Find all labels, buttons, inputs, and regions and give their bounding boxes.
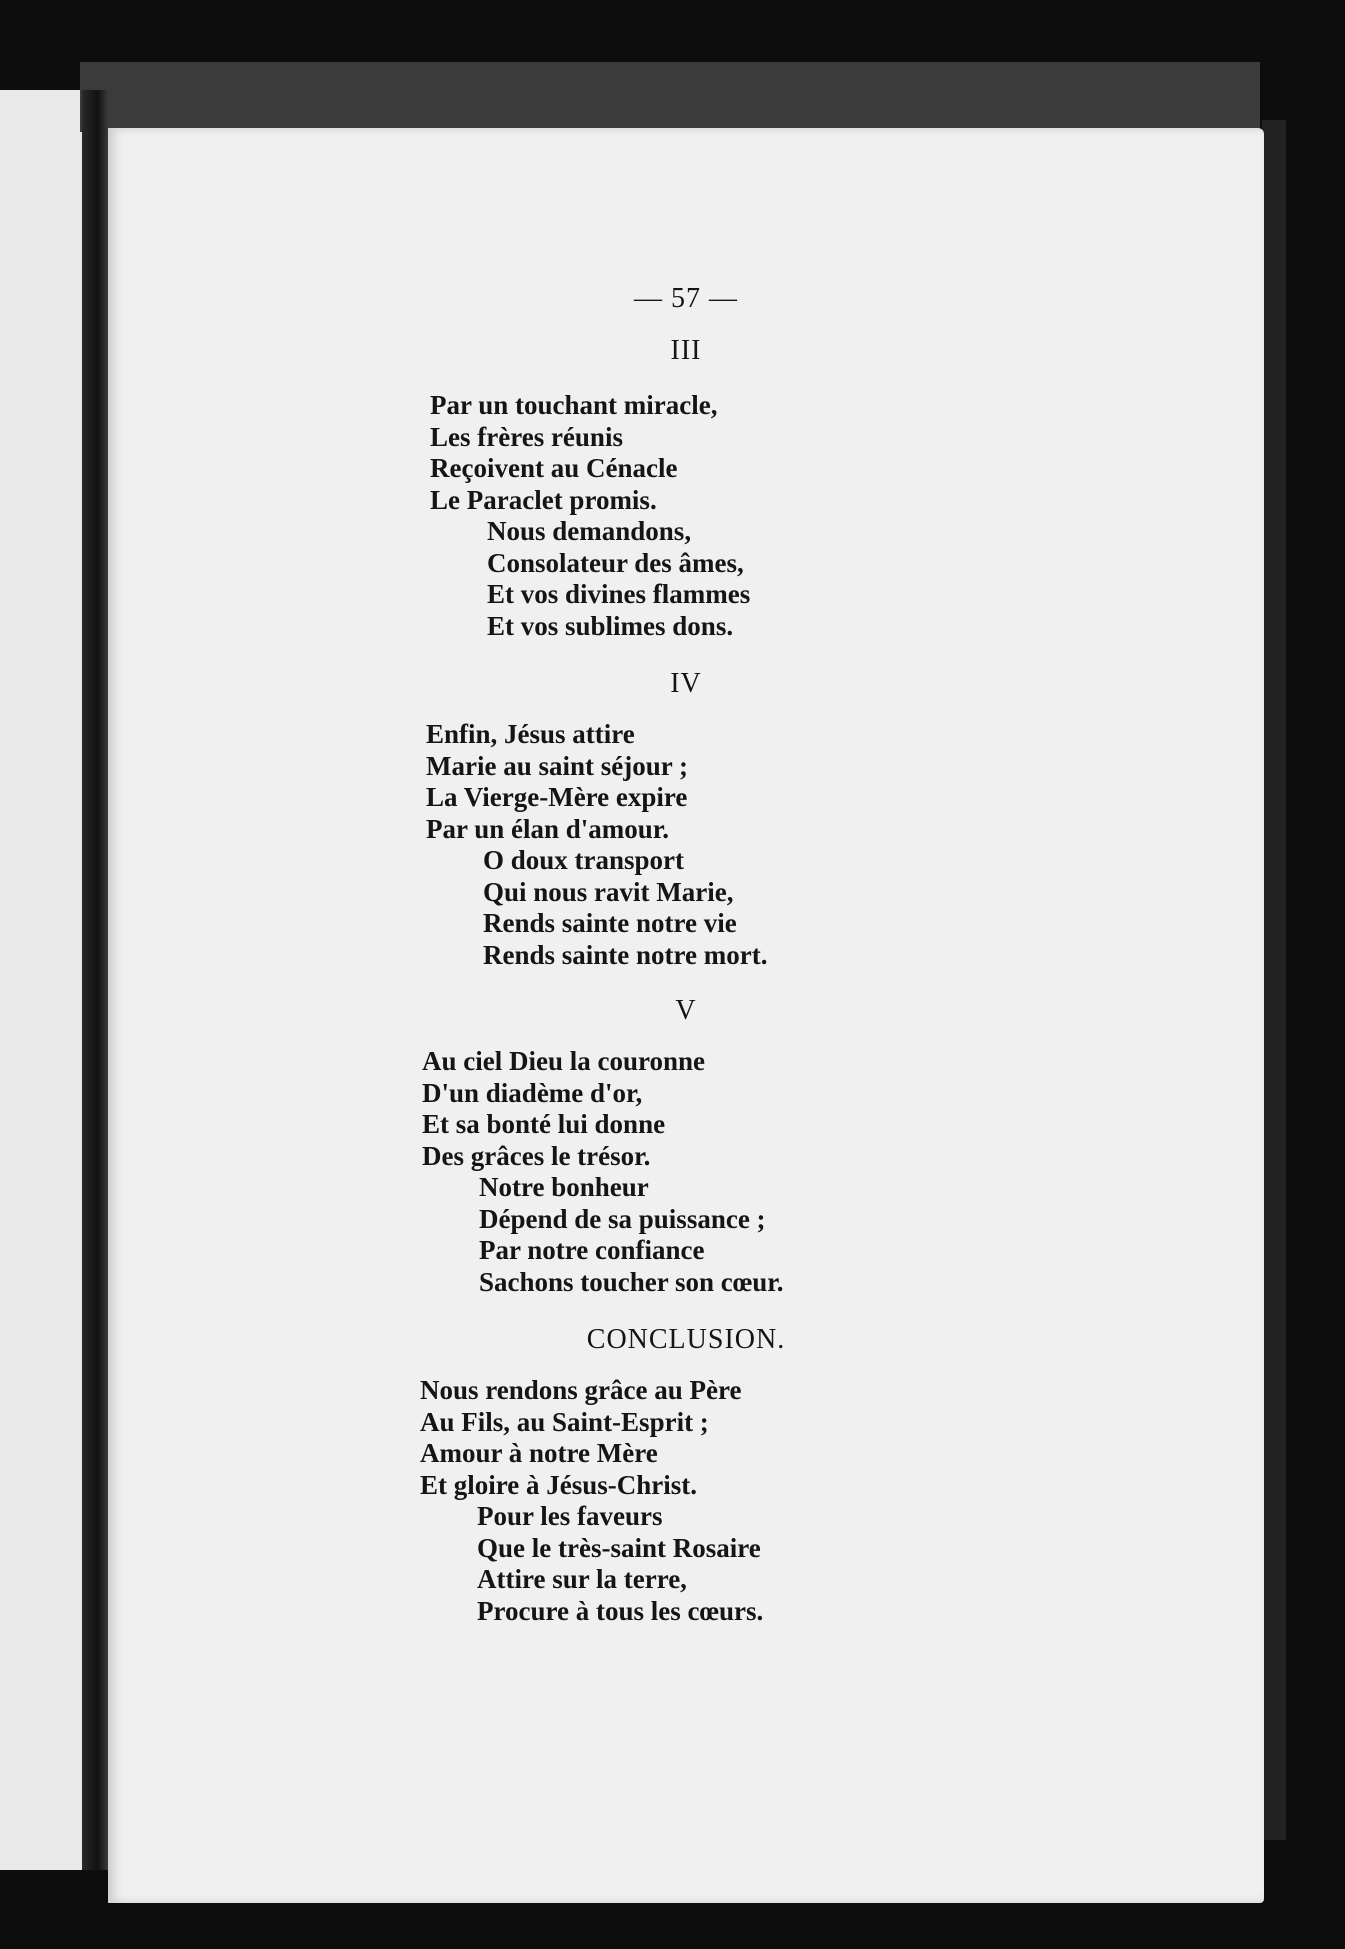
- verse-line: D'un diadème d'or,: [422, 1077, 643, 1108]
- page-number: — 57 —: [634, 283, 738, 314]
- verse-line: Au ciel Dieu la couronne: [422, 1046, 705, 1076]
- refrain-line: Par notre confiance: [479, 1235, 705, 1265]
- verse-line: Les frères réunis: [430, 421, 623, 452]
- section-heading-iii: III: [670, 335, 702, 366]
- refrain-line: Nous demandons,: [487, 516, 692, 546]
- verse-line: Marie au saint séjour ;: [426, 750, 688, 781]
- refrain-line: Qui nous ravit Marie,: [483, 876, 734, 907]
- verse-line: La Vierge-Mère expire: [426, 782, 688, 812]
- refrain-line: Rends sainte notre mort.: [483, 939, 768, 970]
- refrain-line: Et vos divines flammes: [487, 579, 751, 609]
- verse-line: Nous rendons grâce au Père: [420, 1375, 742, 1405]
- refrain-line: Et vos sublimes dons.: [487, 610, 734, 641]
- refrain-line: Que le très-saint Rosaire: [477, 1532, 761, 1563]
- section-heading-conclusion: CONCLUSION.: [586, 1324, 786, 1355]
- verse-line: Reçoivent au Cénacle: [430, 453, 678, 483]
- book-edge-strip: [1262, 120, 1286, 1840]
- page-background-shadow: [80, 62, 1260, 132]
- book-page: [108, 128, 1264, 1903]
- stanza-iii: [430, 390, 750, 642]
- book-binding: [82, 90, 108, 1870]
- verse-line: Amour à notre Mère: [420, 1438, 658, 1468]
- section-heading-iv: IV: [670, 668, 702, 699]
- verse-line: Au Fils, au Saint-Esprit ;: [420, 1406, 709, 1437]
- refrain-line: Attire sur la terre,: [477, 1564, 687, 1594]
- verse-line: Et sa bonté lui donne: [422, 1109, 666, 1139]
- verse-line: Par un touchant miracle,: [430, 390, 718, 420]
- refrain-line: Consolateur des âmes,: [487, 547, 744, 578]
- verse-line: Et gloire à Jésus-Christ.: [420, 1469, 697, 1500]
- refrain-line: Pour les faveurs: [477, 1501, 663, 1531]
- verse-line: Enfin, Jésus attire: [426, 719, 635, 749]
- refrain-line: Notre bonheur: [479, 1172, 649, 1202]
- refrain-line: O doux transport: [483, 845, 685, 875]
- refrain-line: Sachons toucher son cœur.: [479, 1266, 784, 1297]
- verse-line: Par un élan d'amour.: [426, 813, 670, 844]
- opposite-page-edge: [0, 90, 95, 1870]
- refrain-line: Dépend de sa puissance ;: [479, 1203, 766, 1234]
- section-heading-v: V: [675, 995, 697, 1026]
- stanza-conclusion: [420, 1375, 763, 1627]
- stanza-v: [422, 1046, 784, 1298]
- refrain-line: Rends sainte notre vie: [483, 908, 737, 938]
- verse-line: Le Paraclet promis.: [430, 484, 657, 515]
- stanza-iv: [426, 719, 767, 971]
- refrain-line: Procure à tous les cœurs.: [477, 1595, 764, 1626]
- verse-line: Des grâces le trésor.: [422, 1140, 651, 1171]
